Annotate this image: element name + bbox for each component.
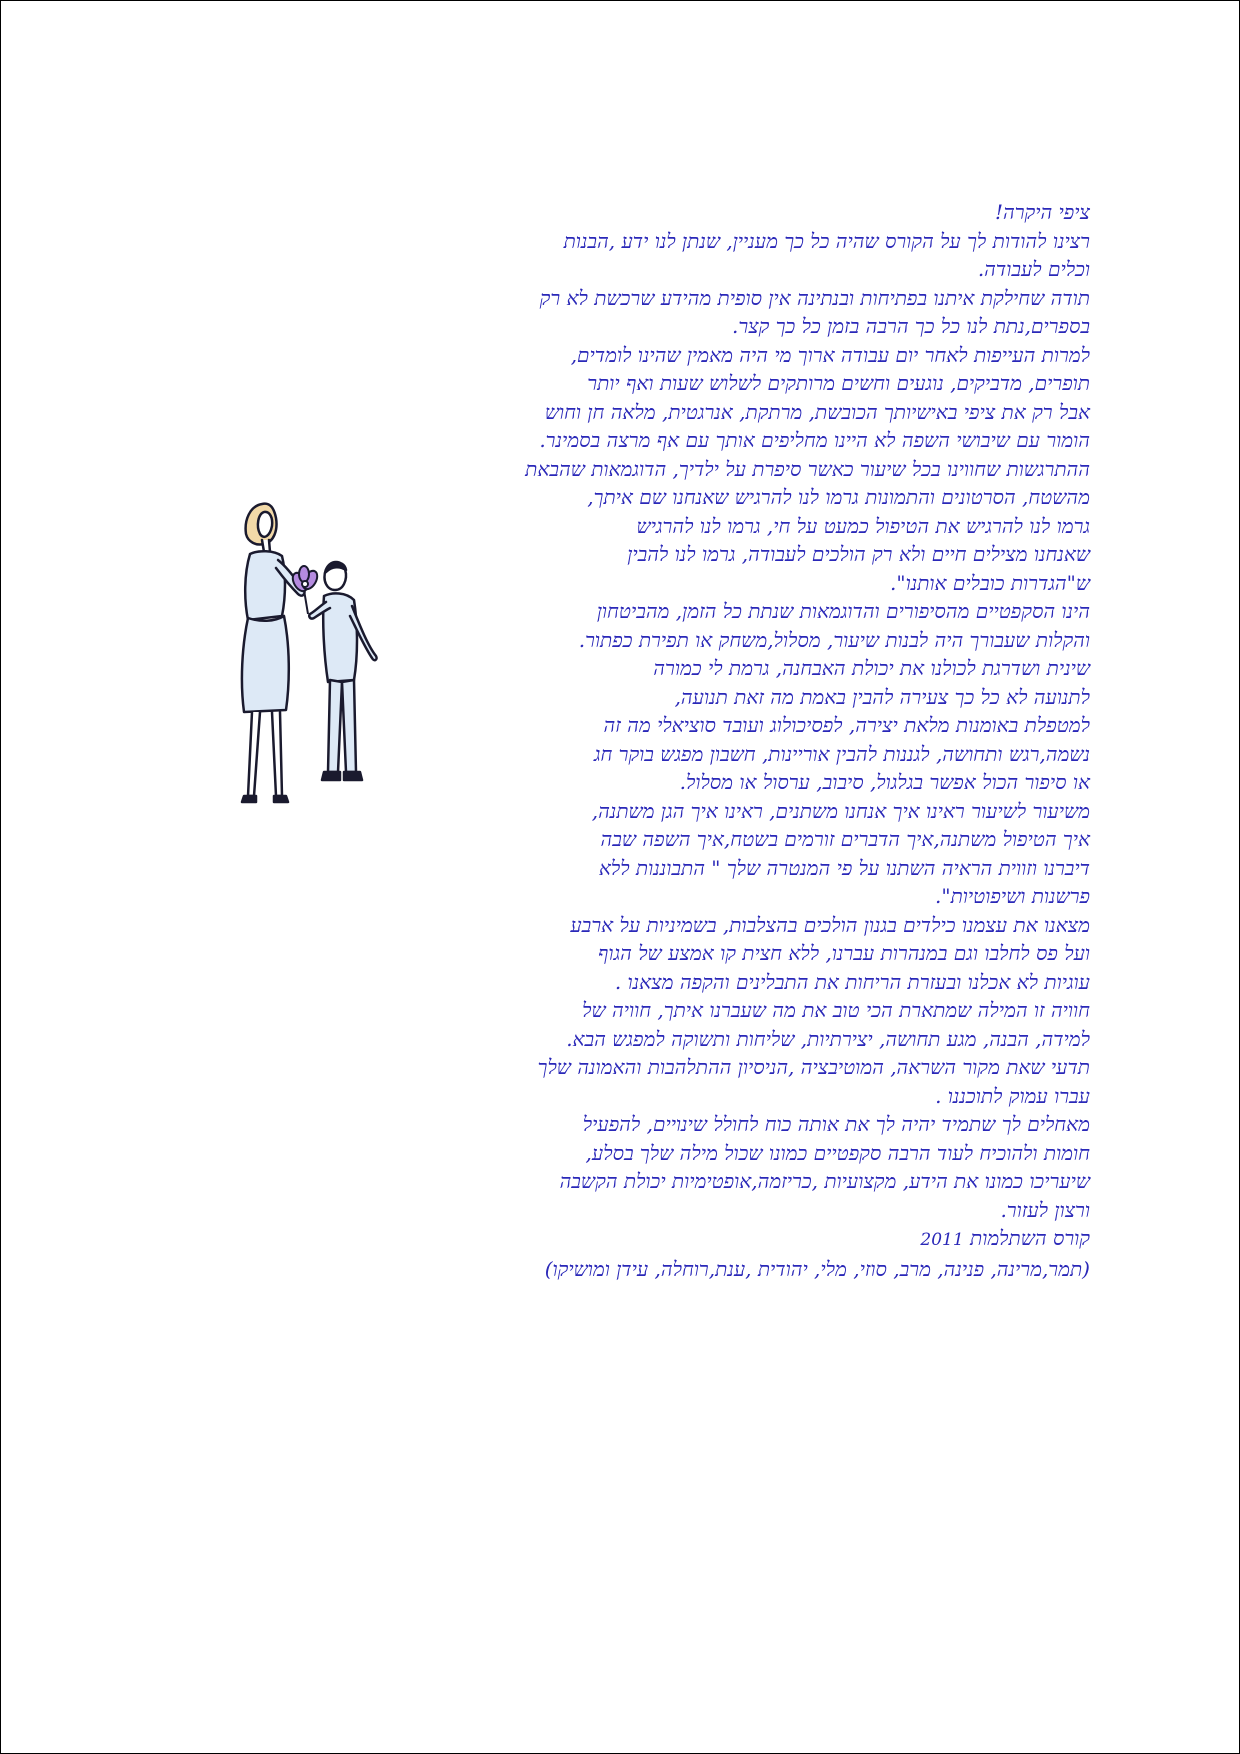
letter-line: נשמה,רגש ותחושה, לגננות להבין אוריינות, חשבון מפגש בוקר חג (593, 741, 1090, 766)
letter-line: והקלות שעבורך היה לבנות שיעור, מסלול,משחק או תפירת כפתור. (578, 627, 1090, 652)
letter-line: לתנועה לא כל כך צעירה להבין באמת מה זאת תנועה, (674, 684, 1090, 709)
thank-you-letter (340, 198, 1090, 1283)
letter-line: משיעור לשיעור ראינו איך אנחנו משתנים, ראינו איך הגן משתנה, (591, 798, 1090, 823)
letter-line: ורצון לעזור. (1000, 1197, 1090, 1222)
letter-line: עוגיות לא אכלנו ובעזרת הריחות את התבלינים והקפה מצאנו . (614, 969, 1090, 994)
letter-line: גרמו לנו להרגיש את הטיפול כמעט על חי, גרמו לנו להרגיש (636, 513, 1090, 538)
letter-line: הומור עם שיבושי השפה לא היינו מחליפים אותך עם אף מרצה בסמינר. (539, 428, 1090, 452)
letter-line: אבל רק את ציפי באישיותך הכובשת, מרתקת, אנרגטית, מלאה חן וחוש (544, 399, 1090, 424)
letter-line: רצינו להודות לך על הקורס שהיה כל כך מעניין, שנתן לנו ידע ,הבנות (563, 228, 1090, 253)
letter-line: שאנחנו מצילים חיים ולא רק הולכים לעבודה, גרמו לנו להבין (627, 542, 1090, 566)
signature-course: קורס השתלמות (970, 1226, 1090, 1250)
letter-line: ועל פס לחלבו וגם במנהרות עברנו, ללא חצית קו אמצע של הגוף (598, 941, 1090, 965)
letter-line: תדעי שאת מקור השראה, המוטיבציה ,הניסיון ההתלהבות והאמונה שלך (537, 1055, 1090, 1079)
letter-line: חוויה זו המילה שמתארת הכי טוב את מה שעברנו איתך, חוויה של (582, 998, 1090, 1022)
signature-course-line (340, 1224, 1090, 1255)
letter-line: מצאנו את עצמנו כילדים בגנון הולכים בהצלבות, בשמיניות על ארבע (570, 912, 1090, 937)
letter-line: מהשטח, הסרטונים והתמונות גרמו לנו להרגיש שאנחנו שם איתך, (587, 485, 1090, 509)
letter-line: פרשנות ושיפוטיות". (935, 884, 1090, 908)
letter-line: שינית ושדרגת לכולנו את יכולת האבחנה, גרמת לי כמורה (653, 656, 1090, 680)
letter-line: למטפלת באומנות מלאת יצירה, לפסיכולוג ועובד סוציאלי מה זה (603, 713, 1090, 737)
letter-line: בספרים,נתת לנו כל כך הרבה בזמן כל כך קצר. (731, 314, 1090, 338)
adult-figure (242, 504, 305, 802)
letter-line: שיעריכו כמונו את הידע, מקצועיות ,כריזמה,אופטימיות יכולת הקשבה (559, 1169, 1090, 1193)
letter-line: או סיפור הכול אפשר בגלגול, סיבוב, ערסול או מסלול. (679, 770, 1090, 794)
signature-year: 2011 (920, 1230, 964, 1250)
letter-line: תודה שחילקת איתנו בפתיחות ובנתינה אין סופית מהידע שרכשת לא רק (539, 285, 1090, 310)
letter-line: ההתרגשות שחווינו בכל שיעור כאשר סיפרת על ילדיך, הדוגמאות שהבאת (525, 456, 1090, 481)
letter-line: חומות ולהוכיח לעוד הרבה סקפטיים כמונו שכול מילה שלך בסלע, (585, 1140, 1090, 1165)
letter-line: תופרים, מדביקים, נוגעים וחשים מרותקים לשלוש שעות ואף יותר (587, 371, 1090, 395)
letter-line: ציפי היקרה! (994, 200, 1090, 224)
signature-names: (תמר,מרינה, פנינה, מרב, סוזי, מלי, יהודית ,ענת,רוחלה, עידן ומושיקו) (544, 1256, 1090, 1281)
letter-line: דיברנו וזווית הראיה השתנו על פי המנטרה שלך " התבוננות ללא (598, 855, 1090, 880)
letter-line: למרות העייפות לאחר יום עבודה ארוך מי היה מאמין שהינו לומדים, (570, 342, 1090, 367)
letter-line: איך הטיפול משתנה,איך הדברים זורמים בשטח,איך השפה שבה (600, 827, 1090, 851)
child-figure (309, 562, 376, 780)
letter-line: מאחלים לך שתמיד יהיה לך את אותה כוח לחולל שינויים, להפעיל (582, 1112, 1090, 1136)
letter-line: הינו הסקפטיים מהסיפורים והדוגמאות שנתת כל הזמן, מהביטחון (596, 599, 1090, 623)
letter-line: וכלים לעבודה. (977, 257, 1090, 281)
teacher-child-flower-illustration (230, 496, 410, 826)
letter-line: עברו עמוק לתוכננו . (935, 1083, 1090, 1108)
letter-line: למידה, הבנה, מגע תחושה, יצירתיות, שליחות ותשוקה למפגש הבא. (566, 1026, 1090, 1051)
letter-line: ש"הגדרות כובלים אותנו". (890, 570, 1090, 595)
